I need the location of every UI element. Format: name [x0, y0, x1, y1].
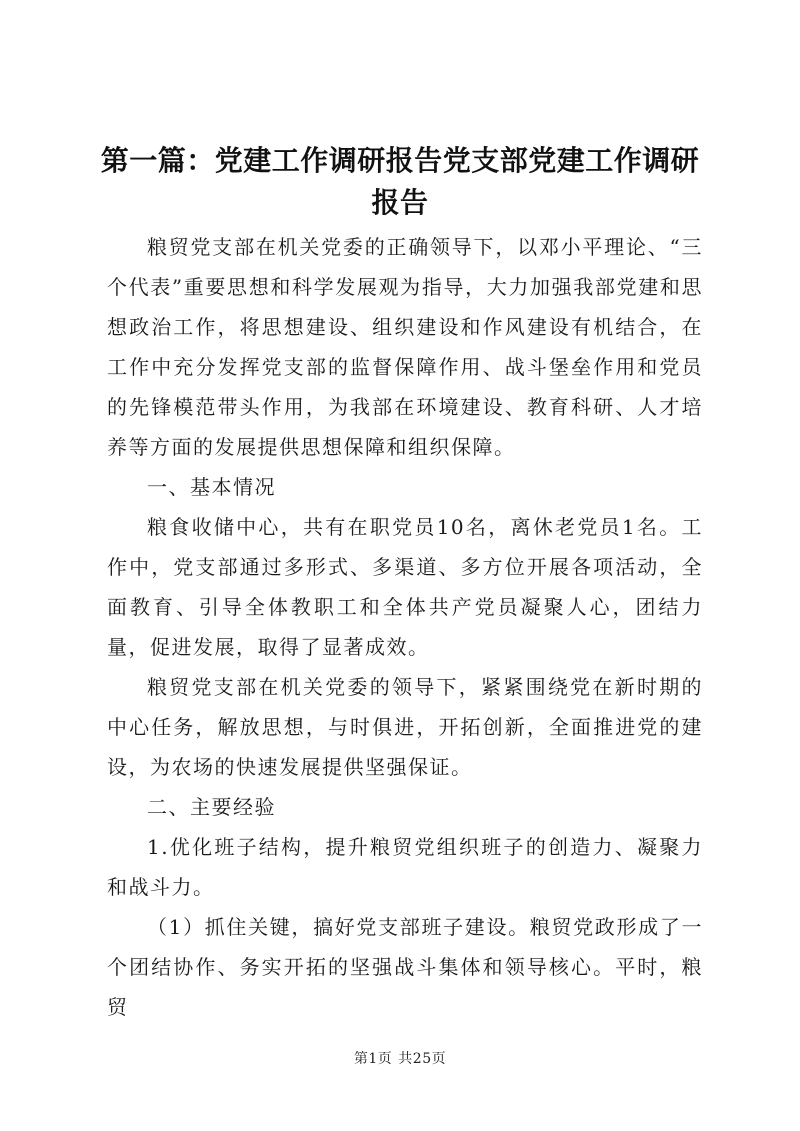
paragraph-leadership: 粮贸党支部在机关党委的领导下，紧紧围绕党在新时期的中心任务，解放思想，与时俱进，开拓创新，全面推进党的建设，为农场的快速发展提供坚强保证。 [107, 675, 703, 779]
section-heading-basic-situation: 一、基本情况 [147, 475, 276, 499]
document-body [107, 227, 703, 1027]
section-heading-main-experience: 二、主要经验 [147, 795, 276, 819]
paragraph-intro: 粮贸党支部在机关党委的正确领导下，以邓小平理论、“三个代表”重要思想和科学发展观为指导，大力加强我部党建和思想政治工作，将思想建设、组织建设和作风建设有机结合，在工作中充分发挥党支部的监督保障作用、战斗堡垒作用和党员的先锋模范带头作用，为我部在环境建设、教育科研、人才培养等方面的发展提供思想保障和组织保障。 [107, 235, 703, 459]
paragraph-point-1: 1.优化班子结构，提升粮贸党组织班子的创造力、凝聚力和战斗力。 [107, 835, 703, 899]
paragraph-point-1-sub-1: （1）抓住关键，搞好党支部班子建设。粮贸党政形成了一个团结协作、务实开拓的坚强战斗集体和领导核心。平时，粮贸 [107, 915, 703, 1019]
paragraph-basic-situation: 粮食收储中心，共有在职党员10名，离休老党员1名。工作中，党支部通过多形式、多渠道、多方位开展各项活动，全面教育、引导全体教职工和全体共产党员凝聚人心，团结力量，促进发展，取得了显著成效。 [107, 515, 703, 659]
page-total: 共25页 [398, 1051, 447, 1067]
document-title: 第一篇：党建工作调研报告党支部党建工作调研报告 [100, 144, 700, 219]
page-number: 第1页 [353, 1051, 393, 1067]
page-footer [0, 1049, 800, 1069]
